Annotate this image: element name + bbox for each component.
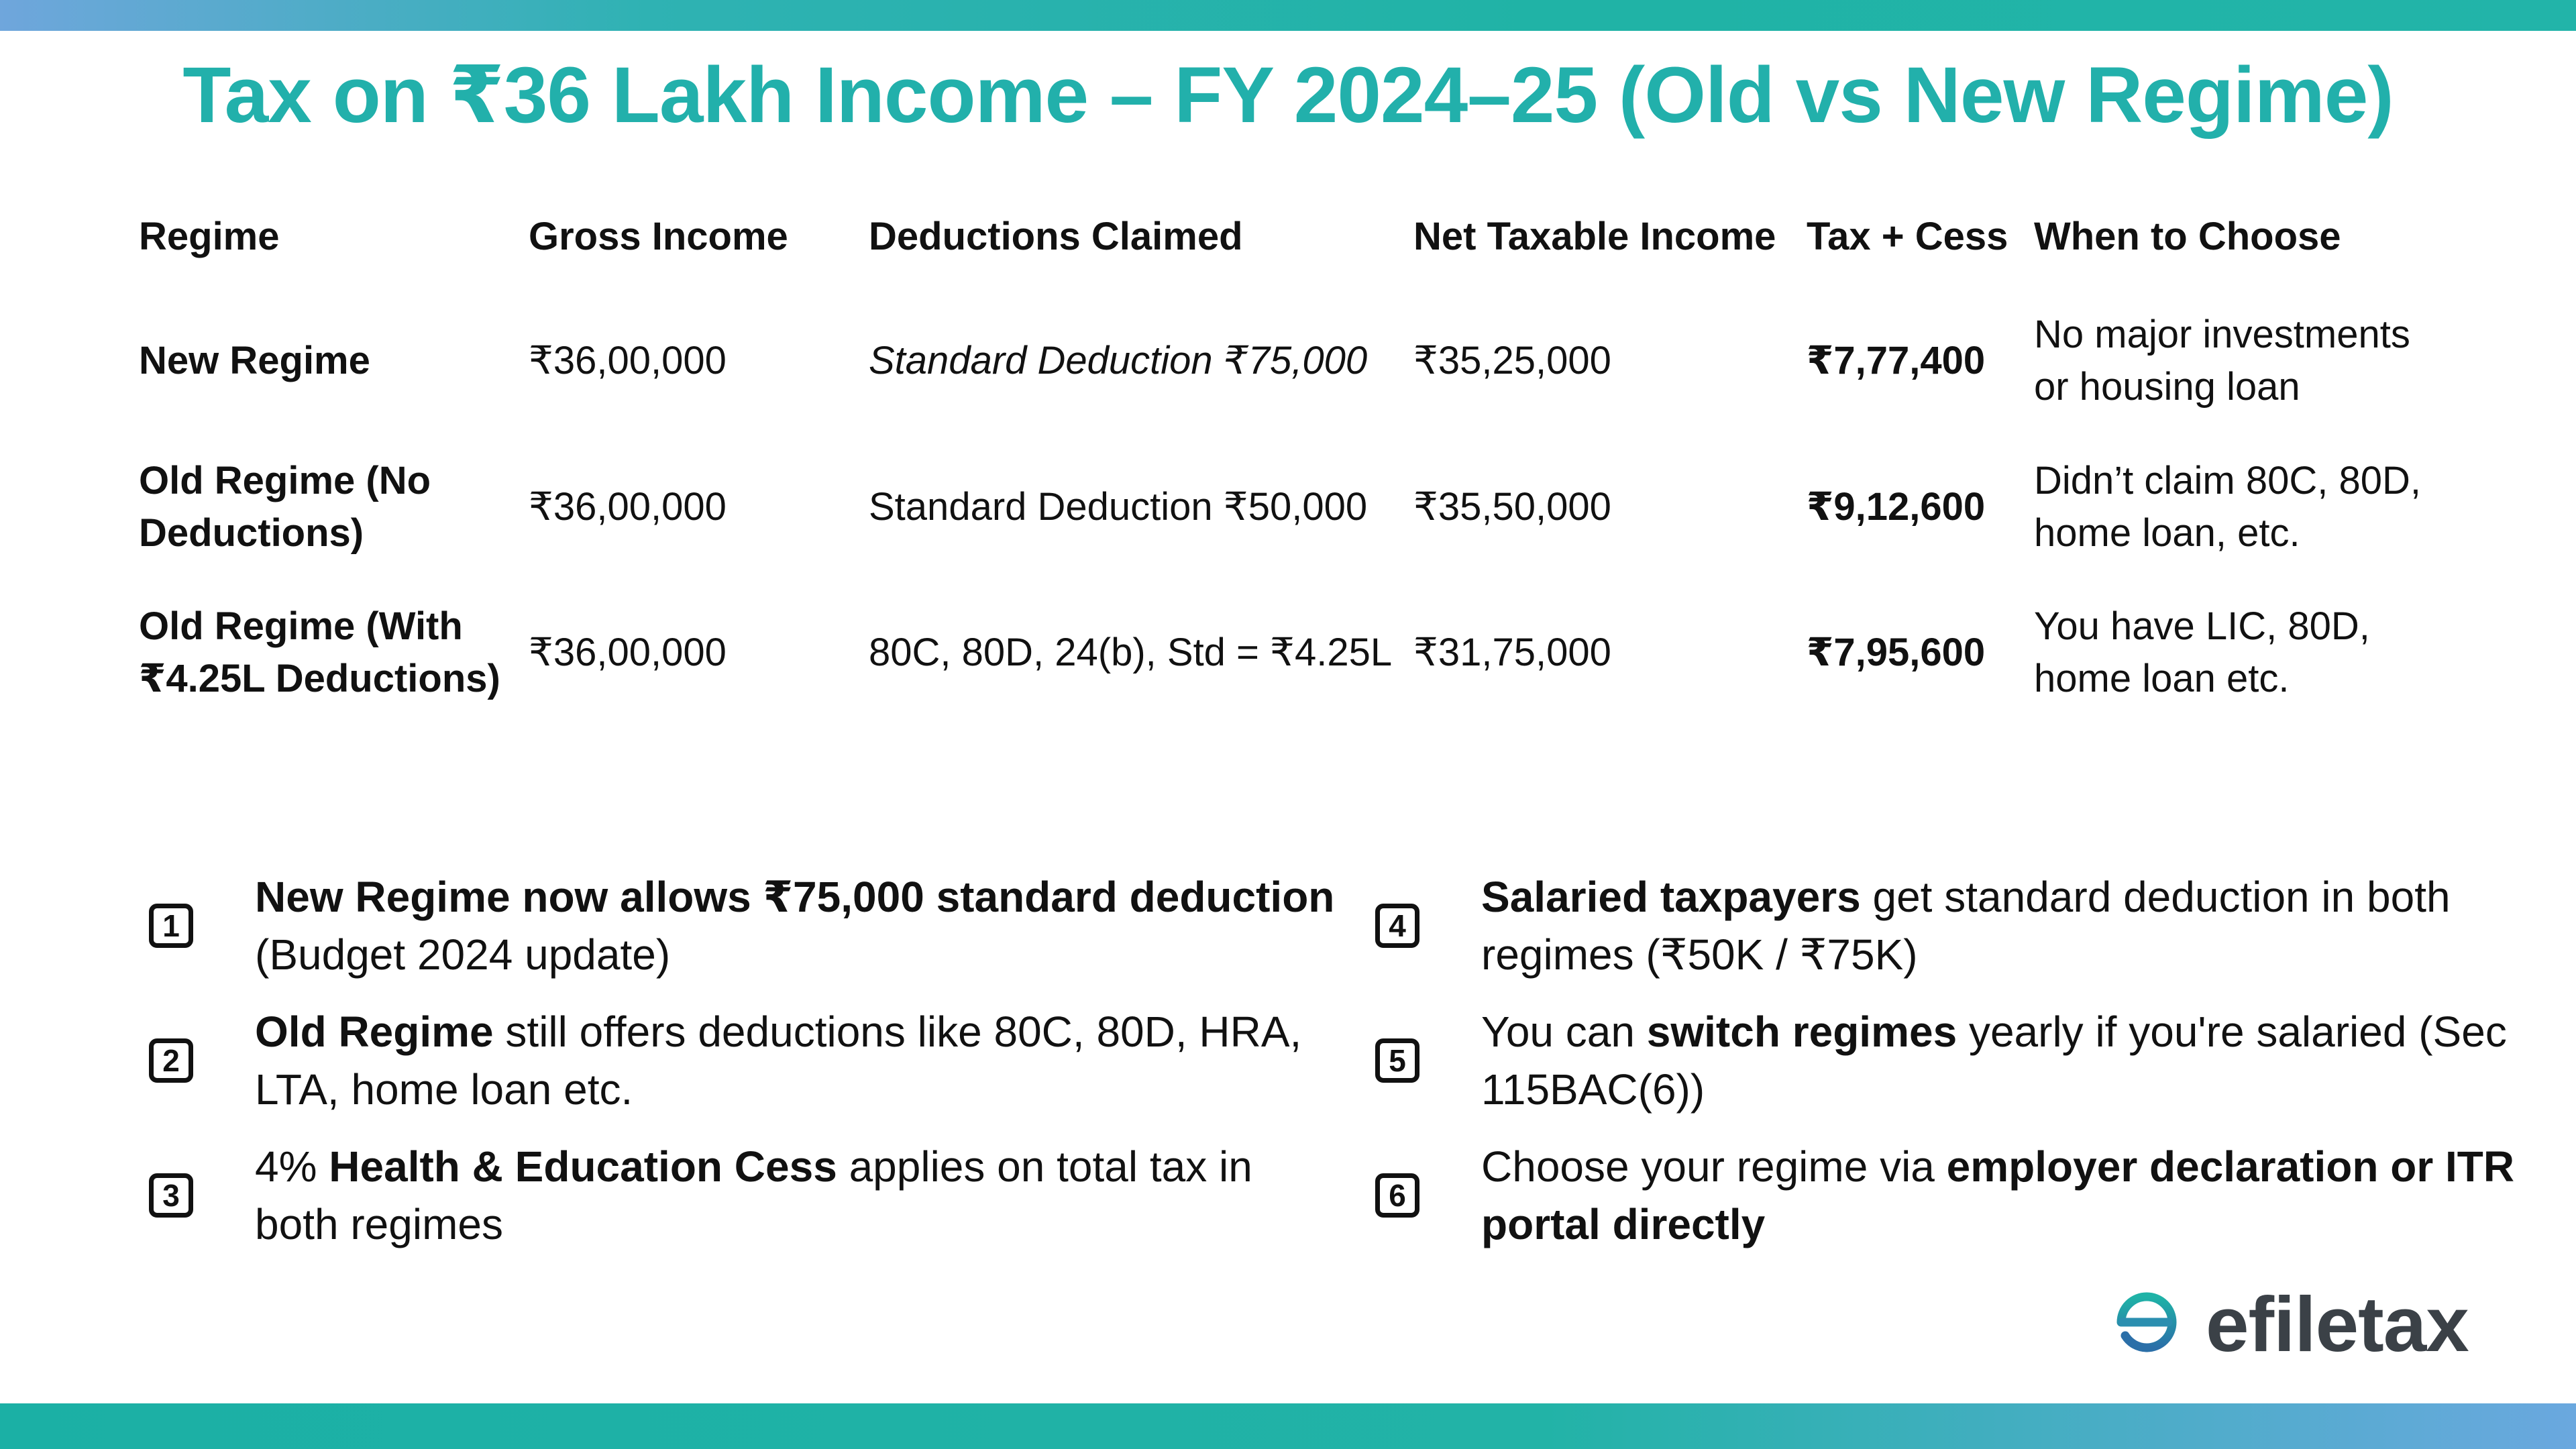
row2-regime-line2: Deductions) — [139, 511, 364, 555]
row2-deductions: Standard Deduction ₹50,000 — [869, 485, 1368, 529]
top-accent-bar — [0, 0, 2576, 31]
row1-regime: New Regime — [139, 339, 370, 382]
row3-regime-line2: ₹4.25L Deductions) — [139, 657, 500, 700]
row1-when-line1: No major investments — [2034, 313, 2410, 356]
point-4-bold: Salaried taxpayers — [1481, 873, 1861, 921]
page-title: Tax on ₹36 Lakh Income – FY 2024–25 (Old vs New Regime) — [182, 51, 2394, 140]
row3-tax: ₹7,95,600 — [1807, 631, 1986, 674]
number-2-icon: 2 — [149, 1038, 193, 1083]
number-5-icon: 5 — [1375, 1038, 1419, 1083]
point-4-line2: regimes (₹50K / ₹75K) — [1481, 930, 1918, 979]
row3-when-line1: You have LIC, 80D, — [2034, 604, 2370, 648]
row3-net: ₹31,75,000 — [1413, 631, 1611, 674]
row3-deductions: 80C, 80D, 24(b), Std = ₹4.25L — [869, 631, 1393, 674]
point-1-bold: New Regime now allows ₹75,000 standard deduction — [255, 873, 1335, 921]
logo-wordmark: efiletax — [2206, 1281, 2469, 1368]
row2-net: ₹35,50,000 — [1413, 485, 1611, 529]
number-3-icon: 3 — [149, 1173, 193, 1218]
header-when-to-choose: When to Choose — [2034, 215, 2341, 258]
point-2: Old Regime still offers deductions like 80C, 80D, HRA, LTA, home loan etc. — [255, 1003, 1355, 1118]
point-6-line2-bold: portal directly — [1481, 1200, 1766, 1248]
header-tax-cess: Tax + Cess — [1807, 215, 2008, 258]
row3-when-line2: home loan etc. — [2034, 657, 2290, 700]
e-logo-icon — [2113, 1289, 2180, 1356]
header-deductions: Deductions Claimed — [869, 215, 1243, 258]
header-regime: Regime — [139, 215, 280, 258]
point-2-bold: Old Regime — [255, 1008, 494, 1056]
row1-when-line2: or housing loan — [2034, 365, 2300, 409]
point-5-bold: switch regimes — [1646, 1008, 1957, 1056]
row2-tax: ₹9,12,600 — [1807, 485, 1986, 529]
point-3-bold: Health & Education Cess — [329, 1142, 837, 1191]
row2-regime-line1: Old Regime (No — [139, 459, 431, 502]
number-1-icon: 1 — [149, 904, 193, 948]
row1-tax: ₹7,77,400 — [1807, 339, 1986, 382]
point-3: 4% Health & Education Cess applies on total tax in both regimes — [255, 1138, 1355, 1253]
row2-when-line2: home loan, etc. — [2034, 511, 2300, 555]
row1-gross: ₹36,00,000 — [529, 339, 727, 382]
header-net-taxable: Net Taxable Income — [1413, 215, 1776, 258]
point-5: You can switch regimes yearly if you're salaried (Sec 115BAC(6)) — [1481, 1003, 2555, 1118]
point-5-line2: 115BAC(6)) — [1481, 1065, 1705, 1114]
number-6-icon: 6 — [1375, 1173, 1419, 1218]
point-1 — [255, 868, 1355, 983]
header-gross-income: Gross Income — [529, 215, 788, 258]
row2-when-line1: Didn’t claim 80C, 80D, — [2034, 459, 2421, 502]
row3-gross: ₹36,00,000 — [529, 631, 727, 674]
row1-net: ₹35,25,000 — [1413, 339, 1611, 382]
point-6: Choose your regime via employer declaration or ITR portal directly — [1481, 1142, 2515, 1248]
row3-regime-line1: Old Regime (With — [139, 604, 463, 648]
point-1-line2: (Budget 2024 update) — [255, 930, 671, 979]
bottom-accent-bar — [0, 1403, 2576, 1449]
point-4: Salaried taxpayers get standard deduction in both regimes (₹50K / ₹75K) — [1481, 868, 2555, 983]
point-3-line2: both regimes — [255, 1200, 503, 1248]
point-6-bold: employer declaration or ITR — [1946, 1142, 2515, 1191]
row2-gross: ₹36,00,000 — [529, 485, 727, 529]
point-2-line2: LTA, home loan etc. — [255, 1065, 633, 1114]
row1-deductions: Standard Deduction ₹75,000 — [869, 339, 1368, 382]
number-4-icon: 4 — [1375, 904, 1419, 948]
